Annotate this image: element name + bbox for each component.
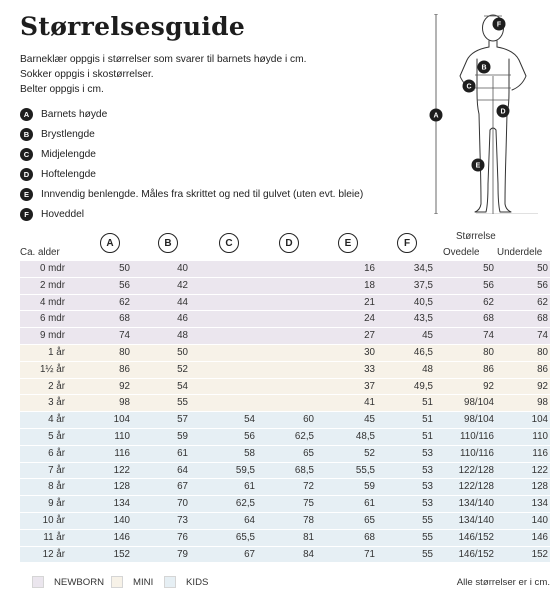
body-cell: 51 — [422, 430, 433, 442]
table-row — [20, 261, 550, 278]
figure-label: B — [481, 64, 487, 72]
footer-legend-item — [32, 576, 104, 588]
upper-size-cell: 146/152 — [458, 548, 494, 560]
figure-label: C — [466, 83, 472, 91]
body-cell: 55 — [422, 531, 433, 543]
waist-cell: 64 — [244, 514, 255, 526]
height-cell: 50 — [119, 263, 130, 274]
inseam-cell: 27 — [364, 330, 375, 342]
table-row — [20, 362, 550, 379]
intro-text — [20, 52, 306, 97]
table-row — [20, 479, 550, 496]
footer-legend-item — [164, 576, 208, 588]
age-cell: 4 år — [48, 414, 65, 426]
age-cell: 5 år — [48, 430, 65, 442]
legend-item — [20, 204, 363, 224]
upper-size-cell: 74 — [483, 330, 494, 342]
legend-label: Hoftelengde — [41, 168, 96, 180]
table-row — [20, 412, 550, 429]
height-cell: 122 — [113, 464, 130, 476]
age-cell: 9 år — [48, 498, 65, 510]
lower-size-cell: 152 — [531, 548, 548, 560]
chest-cell: 52 — [177, 363, 188, 375]
upper-size-cell: 68 — [483, 313, 494, 325]
height-cell: 110 — [114, 430, 130, 442]
legend-label: Barnets høyde — [41, 108, 108, 120]
body-cell: 55 — [422, 514, 433, 526]
measurement-legend — [20, 104, 363, 224]
page-title: Størrelsesguide — [20, 12, 246, 41]
hip-cell: 62,5 — [294, 430, 314, 442]
age-cell: 9 mdr — [39, 330, 65, 342]
footer-legend-label: KIDS — [186, 576, 209, 588]
age-cell: 4 mdr — [39, 296, 65, 308]
height-cell: 80 — [119, 346, 130, 358]
chest-cell: 40 — [177, 263, 188, 274]
chest-cell: 42 — [177, 279, 188, 291]
upper-size-cell: 110/116 — [460, 447, 494, 459]
table-row — [20, 513, 550, 530]
letter-d-badge: D — [20, 168, 33, 181]
letter-f-badge: F — [20, 208, 33, 221]
body-cell: 48 — [422, 363, 433, 375]
body-cell: 37,5 — [413, 279, 433, 291]
waist-cell: 56 — [244, 430, 255, 442]
age-cell: 6 mdr — [39, 313, 65, 325]
age-cell: 1½ år — [39, 363, 65, 375]
column-b-header: B — [158, 233, 178, 253]
height-cell: 92 — [119, 380, 130, 392]
upper-size-cell: 80 — [483, 346, 494, 358]
inseam-cell: 16 — [364, 263, 375, 274]
lower-size-cell: 56 — [537, 279, 548, 291]
column-d-header: D — [279, 233, 299, 253]
footer-legend-item — [111, 576, 153, 588]
body-cell: 49,5 — [413, 380, 433, 392]
child-figure-icon — [420, 14, 560, 214]
figure-label: D — [500, 108, 506, 116]
age-cell: 8 år — [48, 481, 65, 493]
body-cell: 40,5 — [413, 296, 433, 308]
lower-size-cell: 68 — [537, 313, 548, 325]
figure-label: A — [433, 112, 439, 120]
height-cell: 152 — [113, 548, 130, 560]
inseam-cell: 68 — [364, 531, 375, 543]
inseam-cell: 37 — [364, 380, 375, 392]
waist-cell: 65,5 — [235, 531, 255, 543]
chest-cell: 48 — [177, 330, 188, 342]
table-row — [20, 379, 550, 396]
chest-cell: 54 — [177, 380, 188, 392]
lower-size-cell: 74 — [537, 330, 548, 342]
age-cell: 6 år — [48, 447, 65, 459]
lower-size-cell: 98 — [537, 397, 548, 409]
height-cell: 146 — [113, 531, 130, 543]
chest-cell: 44 — [177, 296, 188, 308]
newborn-swatch — [32, 576, 44, 588]
hip-cell: 75 — [303, 498, 314, 510]
waist-cell: 59,5 — [235, 464, 255, 476]
age-cell: 3 år — [48, 397, 65, 409]
body-cell: 34,5 — [413, 263, 433, 274]
hip-cell: 65 — [303, 447, 314, 459]
age-column-header: Ca. alder — [20, 247, 60, 258]
waist-cell: 61 — [244, 481, 255, 493]
upper-size-cell: 110/116 — [460, 430, 494, 442]
body-cell: 51 — [422, 414, 433, 426]
age-cell: 11 år — [43, 531, 65, 543]
inseam-cell: 65 — [364, 514, 375, 526]
legend-label: Hoveddel — [41, 208, 85, 220]
body-cell: 53 — [422, 498, 433, 510]
body-cell: 53 — [422, 464, 433, 476]
kids-swatch — [164, 576, 176, 588]
footer-legend-label: NEWBORN — [54, 576, 105, 588]
age-cell: 1 år — [48, 346, 65, 358]
legend-item — [20, 104, 363, 124]
upper-size-cell: 50 — [483, 263, 494, 274]
height-cell: 140 — [113, 514, 130, 526]
footer-legend-label: MINI — [133, 576, 154, 588]
inseam-cell: 52 — [364, 447, 375, 459]
height-cell: 128 — [113, 481, 130, 493]
height-cell: 86 — [119, 363, 130, 375]
lower-size-cell: 50 — [537, 263, 548, 274]
table-row — [20, 446, 550, 463]
lower-size-cell: 62 — [537, 296, 548, 308]
chest-cell: 73 — [177, 514, 188, 526]
lower-size-cell: 128 — [531, 481, 548, 493]
waist-cell: 54 — [244, 414, 255, 426]
body-cell: 45 — [422, 330, 433, 342]
chest-cell: 76 — [177, 531, 188, 543]
legend-item — [20, 164, 363, 184]
column-e-header: E — [338, 233, 358, 253]
legend-label: Innvendig benlengde. Måles fra skrittet og ned til gulvet (uten evt. bleie) — [41, 188, 364, 200]
upper-size-cell: 86 — [483, 363, 494, 375]
hip-cell: 81 — [303, 531, 314, 543]
letter-b-badge: B — [20, 128, 33, 141]
upper-size-cell: 92 — [483, 380, 494, 392]
intro-line: Sokker oppgis i skostørrelser. — [20, 69, 154, 80]
inseam-cell: 18 — [364, 279, 375, 291]
age-cell: 7 år — [48, 464, 65, 476]
lower-size-cell: 116 — [532, 447, 548, 459]
table-row — [20, 395, 550, 412]
lower-size-cell: 86 — [537, 363, 548, 375]
lower-size-cell: 110 — [532, 430, 548, 442]
upper-size-cell: 56 — [483, 279, 494, 291]
legend-item — [20, 144, 363, 164]
legend-label: Midjelengde — [41, 148, 96, 160]
chest-cell: 46 — [177, 313, 188, 325]
height-cell: 56 — [119, 279, 130, 291]
table-row — [20, 530, 550, 547]
size-table — [20, 261, 550, 563]
body-cell: 51 — [422, 397, 433, 409]
table-row — [20, 311, 550, 328]
lower-size-cell: 80 — [537, 346, 548, 358]
legend-item — [20, 124, 363, 144]
upper-size-cell: 122/128 — [458, 481, 494, 493]
hip-cell: 78 — [303, 514, 314, 526]
upper-size-cell: 122/128 — [458, 464, 494, 476]
upper-size-cell: 98/104 — [464, 414, 494, 426]
column-f-header: F — [397, 233, 417, 253]
lower-size-cell: 122 — [531, 464, 548, 476]
height-cell: 68 — [119, 313, 130, 325]
upper-size-cell: 146/152 — [458, 531, 494, 543]
age-cell: 12 år — [42, 548, 65, 560]
mini-swatch — [111, 576, 123, 588]
inseam-cell: 45 — [364, 414, 375, 426]
chest-cell: 59 — [177, 430, 188, 442]
body-cell: 53 — [422, 481, 433, 493]
table-row — [20, 496, 550, 513]
figure-label: F — [496, 21, 502, 29]
table-row — [20, 429, 550, 446]
legend-item — [20, 184, 363, 204]
chest-cell: 64 — [177, 464, 188, 476]
legend-label: Brystlengde — [41, 128, 95, 140]
age-cell: 0 mdr — [39, 263, 65, 274]
age-cell: 2 mdr — [39, 279, 65, 291]
chest-cell: 57 — [177, 414, 188, 426]
chest-cell: 67 — [177, 481, 188, 493]
height-cell: 74 — [119, 330, 130, 342]
letter-e-badge: E — [20, 188, 33, 201]
table-row — [20, 463, 550, 480]
table-row — [20, 547, 550, 564]
intro-line: Belter oppgis i cm. — [20, 84, 104, 95]
age-cell: 10 år — [42, 514, 65, 526]
upper-size-cell: 134/140 — [458, 514, 494, 526]
hip-cell: 84 — [303, 548, 314, 560]
size-header: Størrelse — [456, 231, 496, 242]
lower-header: Underdele — [497, 247, 543, 258]
waist-cell: 58 — [244, 447, 255, 459]
column-a-header: A — [100, 233, 120, 253]
lower-size-cell: 134 — [531, 498, 548, 510]
lower-size-cell: 146 — [531, 531, 548, 543]
age-cell: 2 år — [48, 380, 65, 392]
height-cell: 116 — [114, 447, 130, 459]
inseam-cell: 21 — [364, 296, 375, 308]
height-cell: 134 — [113, 498, 130, 510]
upper-header: Ovedele — [443, 247, 480, 258]
footer-note: Alle størrelser er i cm. — [456, 577, 550, 588]
chest-cell: 61 — [177, 447, 188, 459]
chest-cell: 79 — [177, 548, 188, 560]
lower-size-cell: 92 — [537, 380, 548, 392]
inseam-cell: 41 — [364, 397, 375, 409]
letter-c-badge: C — [20, 148, 33, 161]
body-cell: 55 — [422, 548, 433, 560]
inseam-cell: 33 — [364, 363, 375, 375]
table-row — [20, 295, 550, 312]
inseam-cell: 59 — [364, 481, 375, 493]
height-cell: 98 — [119, 397, 130, 409]
body-cell: 46,5 — [413, 346, 433, 358]
chest-cell: 55 — [177, 397, 188, 409]
inseam-cell: 24 — [364, 313, 375, 325]
upper-size-cell: 98/104 — [464, 397, 494, 409]
figure-label: E — [475, 162, 481, 170]
upper-size-cell: 134/140 — [458, 498, 494, 510]
body-cell: 43,5 — [413, 313, 433, 325]
height-cell: 62 — [119, 296, 130, 308]
inseam-cell: 55,5 — [355, 464, 375, 476]
inseam-cell: 61 — [364, 498, 375, 510]
inseam-cell: 48,5 — [355, 430, 375, 442]
intro-line: Barneklær oppgis i størrelser som svarer til barnets høyde i cm. — [20, 54, 307, 65]
upper-size-cell: 62 — [483, 296, 494, 308]
child-figure-illustration — [420, 14, 560, 214]
hip-cell: 72 — [303, 481, 314, 493]
waist-cell: 67 — [244, 548, 255, 560]
footer — [20, 576, 550, 592]
table-row — [20, 345, 550, 362]
lower-size-cell: 140 — [531, 514, 548, 526]
height-cell: 104 — [113, 414, 130, 426]
lower-size-cell: 104 — [531, 414, 548, 426]
inseam-cell: 30 — [364, 346, 375, 358]
body-cell: 53 — [422, 447, 433, 459]
chest-cell: 70 — [177, 498, 188, 510]
table-row — [20, 328, 550, 345]
chest-cell: 50 — [177, 346, 188, 358]
waist-cell: 62,5 — [235, 498, 255, 510]
hip-cell: 60 — [303, 414, 314, 426]
column-c-header: C — [219, 233, 239, 253]
hip-cell: 68,5 — [294, 464, 314, 476]
letter-a-badge: A — [20, 108, 33, 121]
table-row — [20, 278, 550, 295]
inseam-cell: 71 — [364, 548, 375, 560]
